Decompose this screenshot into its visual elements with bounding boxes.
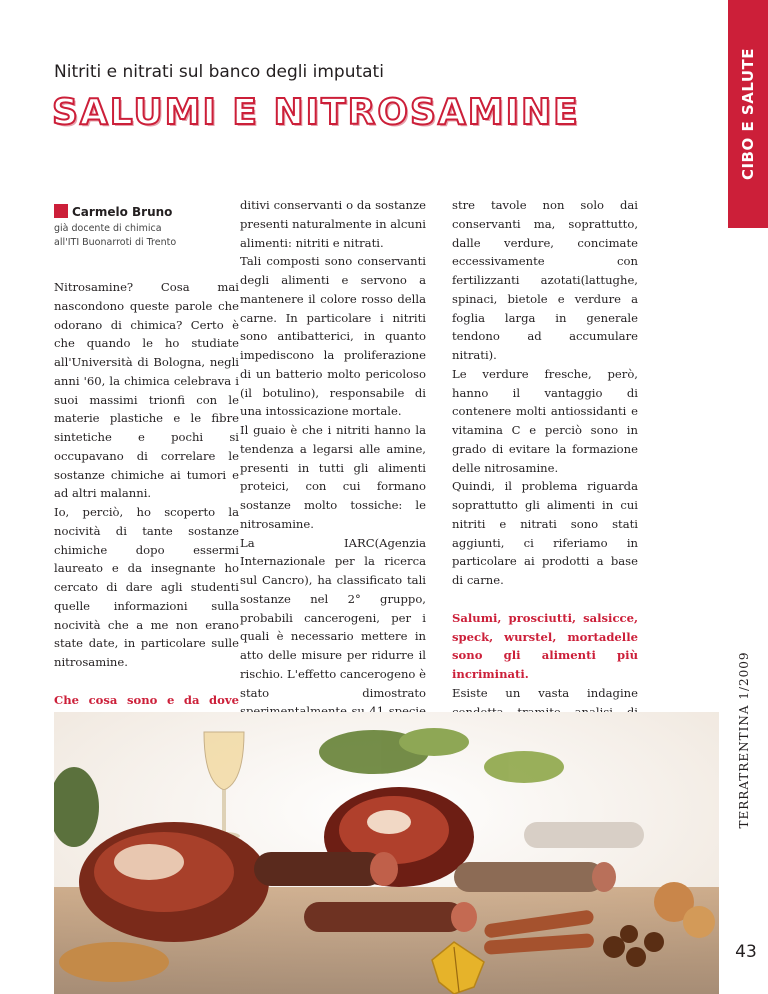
cured-meats-photo [54, 712, 719, 994]
paragraph: La IARC(Agenzia Internazionale per la ricerca sul Cancro), ha classificato tali sostanze nel 2° gruppo, probabili cancerogeni, per i quali è necessario mettere in atto delle misure per ridurre il rischio. L'effetto cancerogeno è stato dimostrato [240, 535, 426, 700]
subheading: Salumi, prosciutti, salsicce, speck, wurstel, mortadelle sono gli alimenti più incriminati. [452, 610, 638, 681]
article-kicker: Nitriti e nitrati sul banco degli imputati [54, 62, 384, 82]
section-tab [728, 0, 768, 228]
paragraph: Io, perciò, ho scoperto la nocività di tante sostanze chimiche dopo essermi laureato e da insegnante ho cercato di dare agli studenti quelle informazioni sulla nocività che a me non erano state date, in particolare sulle nitrosamine. [54, 505, 239, 669]
paragraph: Nitrosamine? Cosa mai nascondono queste parole che odorano di chimica? Certo è che quando le ho studiate all'Università di Bologna, negli anni '60, la chimica celebrava i suoi massimi trionfi con le materie plastiche e le fibre sintetiche e pochi si occupavano di correlare le sostanze chimiche ai tumori e ad altri malanni. [54, 280, 239, 501]
paragraph: Esiste un vasta indagine [452, 685, 638, 700]
magazine-footer [726, 550, 766, 930]
author-name: Carmelo Bruno [72, 205, 173, 219]
author-role [54, 222, 224, 250]
author-byline [54, 201, 172, 220]
article-title: SALUMI E NITROSAMINE [52, 92, 580, 133]
paragraph: Tali composti sono conservanti degli alimenti e servono a mantenere il colore rosso della carne. In particolare i nitriti sono antibatterici, in quanto impediscono la proliferazione di un batterio molto pericoloso (il botulino), responsabile di una intossicazione mortale. [240, 254, 426, 419]
page-number: 43 [735, 942, 757, 962]
author-role-line: già docente di chimica [54, 223, 162, 234]
magazine-name: TERRATRENTINA 1/2009 [737, 651, 751, 829]
paragraph: ditivi conservanti o da sostanze presenti naturalmente in alcuni alimenti: nitriti e nitrati. [240, 198, 426, 250]
paragraph: Il guaio è che i nitriti hanno la tendenza a legarsi alle amine, presenti in tutti gli alimenti proteici, con cui formano sostanze molto tossiche: le nitrosamine. [240, 423, 426, 531]
subheading: Che cosa sono e da dove [54, 692, 239, 707]
cured-meats-illustration [54, 712, 719, 994]
paragraph: Le verdure fresche, però, hanno il vantaggio di contenere molti antiossidanti e vitamina C e perciò sono in grado di evitare la formazione delle nitrosamine. [452, 366, 638, 475]
paragraph: stre tavole non solo dai conservanti ma, soprattutto, dalle verdure, concimate eccessivamente con fertilizzanti azotati(lattughe, spinaci, bietole e verdure a foglia larga in generale tendono ad accumulare nitrati). [452, 198, 638, 362]
paragraph: Quindi, il problema riguarda soprattutto gli alimenti in cui nitriti e nitrati sono stati aggiunti, ci riferiamo in particolare ai prodotti a base di carne. [452, 479, 638, 587]
author-role-line: all'ITI Buonarroti di Trento [54, 237, 177, 248]
section-label: CIBO E SALUTE [739, 47, 757, 181]
author-square-icon [54, 204, 68, 218]
